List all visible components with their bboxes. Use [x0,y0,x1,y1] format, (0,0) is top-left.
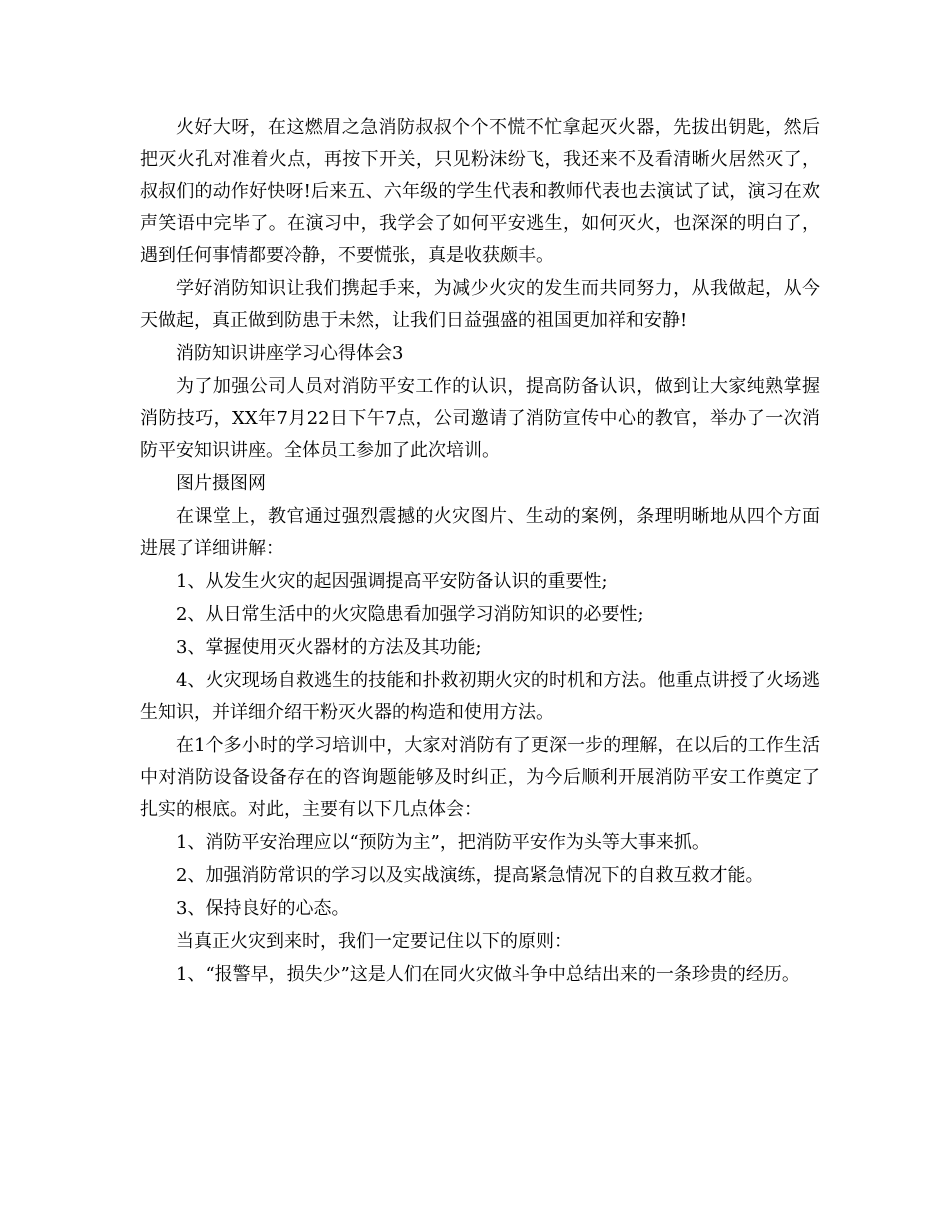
list-item: 2、加强消防常识的学习以及实战演练，提高紧急情况下的自救互救才能。 [176,865,764,886]
list-item: 4、火灾现场自救逃生的技能和扑救初期火灾的时机和方法。他重点讲授了火场逃生知识，并详细介绍干粉灭火器的构造和使用方法。 [140,670,820,723]
list-item: 3、掌握使用灭火器材的方法及其功能; [176,637,482,658]
list-item: 3、保持良好的心态。 [176,898,350,919]
list-item: 1、消防平安治理应以“预防为主”，把消防平安作为头等大事来抓。 [176,832,710,853]
paragraph-fire-drill: 火好大呀，在这燃眉之急消防叔叔个个不慌不忙拿起灭火器，先拔出钥匙，然后把灭火孔对准着火点，再按下开关，只见粉沫纷飞，我还来不及看清晰火居然灭了，叔叔们的动作好快呀!后来五、六年级的学生代表和教师代表也去演试了试，演习在欢声笑语中完毕了。在演习中，我学会了如何平安逃生，如何灭火，也深深的明白了，遇到任何事情都要冷静，不要慌张，真是收获颇丰。 [140,117,820,266]
paragraph-principles-intro: 当真正火灾到来时，我们一定要记住以下的原则： [176,931,572,952]
paragraph-call-to-action: 学好消防知识让我们携起手来，为减少火灾的发生而共同努力，从我做起，从今天做起，真正做到防患于未然，让我们日益强盛的祖国更加祥和安静! [140,278,820,331]
list-item: 1、从发生火灾的起因强调提高平安防备认识的重要性; [176,571,608,592]
list-item: 2、从日常生活中的火灾隐患看加强学习消防知识的必要性; [176,604,644,625]
document-body [140,112,820,992]
section-heading: 消防知识讲座学习心得体会3 [176,343,404,364]
list-item: 1、“报警早，损失少”这是人们在同火灾做斗争中总结出来的一条珍贵的经历。 [176,964,800,985]
paragraph-lecture-intro: 为了加强公司人员对消防平安工作的认识，提高防备认识，做到让大家纯熟掌握消防技巧，XX年7月22日下午7点，公司邀请了消防宣传中心的教官，举办了一次消防平安知识讲座。全体员工参加了此次培训。 [140,376,820,461]
paragraph-lecture-content: 在课堂上，教官通过强烈震撼的火灾图片、生动的案例，条理明晰地从四个方面进展了详细讲解： [140,506,820,559]
paragraph-training-summary: 在1个多小时的学习培训中，大家对消防有了更深一步的理解，在以后的工作生活中对消防设备设备存在的咨询题能够及时纠正，为今后顺利开展消防平安工作奠定了扎实的根底。对此，主要有以下几点体会： [140,735,820,820]
image-source-note: 图片摄图网 [176,473,266,494]
